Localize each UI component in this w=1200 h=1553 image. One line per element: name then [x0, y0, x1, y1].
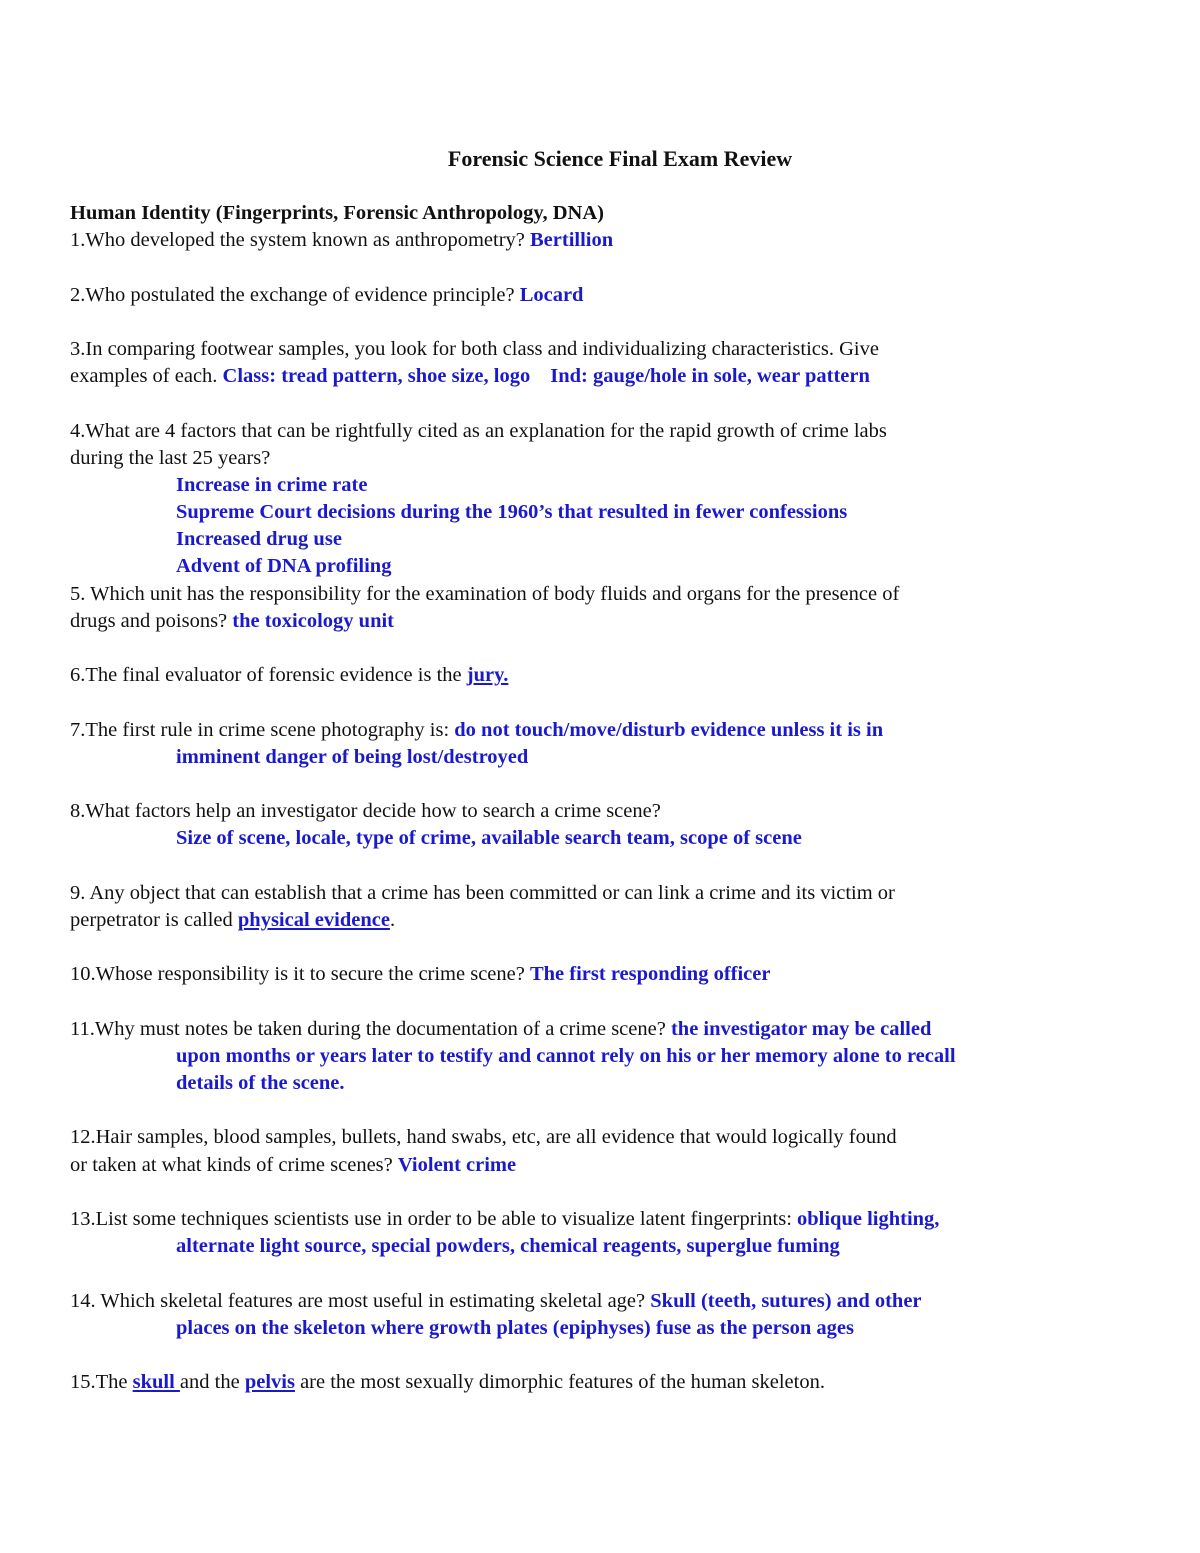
question-text: .	[389, 908, 396, 931]
question-text: 14. Which skeletal features are most useful in estimating skeletal age?	[70, 1289, 651, 1312]
question-text: 3.In comparing footwear samples, you look for both class and individualizing characteristics. Give	[70, 337, 879, 360]
question-11	[70, 1016, 1150, 1043]
question-9	[70, 880, 1150, 907]
question-text: 9. Any object that can establish that a crime has been committed or can link a crime and its victim or	[70, 881, 895, 904]
answer-text: Class: tread pattern, shoe size, logo	[222, 365, 531, 388]
section-heading: Human Identity (Fingerprints, Forensic Anthropology, DNA)	[70, 202, 604, 224]
question-5-cont	[70, 608, 1150, 635]
answer-text: the toxicology unit	[232, 609, 394, 632]
answer-text: do not touch/move/disturb evidence unless it is in	[454, 718, 884, 741]
answer-text: pelvis	[244, 1371, 295, 1394]
answer-text: Skull (teeth, sutures) and other	[650, 1289, 922, 1312]
answer-text: Ind: gauge/hole in sole, wear pattern	[550, 365, 870, 388]
answer-text: places on the skeleton where growth plates (epiphyses) fuse as the person ages	[176, 1316, 855, 1339]
answer-text: oblique lighting,	[797, 1207, 940, 1230]
question-text: and the	[179, 1371, 245, 1394]
question-3	[70, 336, 1150, 363]
question-3-cont	[70, 363, 1150, 390]
question-2	[70, 282, 1150, 309]
answer-text: skull	[132, 1371, 180, 1394]
question-12	[70, 1124, 1150, 1151]
answer-item: Increased drug use	[176, 528, 342, 551]
answer-text: The first responding officer	[529, 963, 771, 986]
question-4-cont	[70, 445, 1150, 472]
question-13	[70, 1206, 1150, 1233]
question-text: 8.What factors help an investigator decide how to search a crime scene?	[70, 800, 661, 823]
question-text: or taken at what kinds of crime scenes?	[70, 1153, 398, 1176]
question-text: 2.Who postulated the exchange of evidence principle?	[70, 283, 520, 306]
answer-text: alternate light source, special powders, chemical reagents, superglue fuming	[176, 1235, 840, 1258]
question-text: are the most sexually dimorphic features of the human skeleton.	[294, 1371, 825, 1394]
question-text: 10.Whose responsibility is it to secure the crime scene?	[70, 963, 530, 986]
question-text: 15.The	[70, 1371, 133, 1394]
question-9-cont	[70, 907, 1150, 934]
answer-item: Advent of DNA profiling	[176, 555, 392, 578]
question-6	[70, 662, 1150, 689]
question-5	[70, 581, 1150, 608]
answer-text: Locard	[519, 283, 584, 306]
question-text: 1.Who developed the system known as anthropometry?	[70, 229, 530, 252]
question-text: 7.The first rule in crime scene photography is:	[70, 718, 455, 741]
answer-item: Increase in crime rate	[176, 473, 368, 496]
question-text: 5. Which unit has the responsibility for the examination of body fluids and organs for the presence of	[70, 582, 900, 605]
question-1	[70, 227, 1150, 254]
question-text: 11.Why must notes be taken during the documentation of a crime scene?	[70, 1017, 671, 1040]
answer-text: upon months or years later to testify and cannot rely on his or her memory alone to recall	[176, 1044, 956, 1067]
question-4	[70, 418, 1150, 445]
answer-item: Supreme Court decisions during the 1960’s that resulted in fewer confessions	[176, 501, 848, 524]
question-text: 13.List some techniques scientists use in order to be able to visualize latent fingerprints:	[70, 1207, 798, 1230]
question-12-cont	[70, 1152, 1150, 1179]
question-15	[70, 1369, 1150, 1396]
question-text: during the last 25 years?	[70, 446, 271, 469]
question-text: 12.Hair samples, blood samples, bullets, hand swabs, etc, are all evidence that would logically found	[70, 1126, 897, 1149]
question-text: 6.The final evaluator of forensic evidence is the	[70, 664, 467, 687]
question-text: drugs and poisons?	[70, 609, 233, 632]
answer-text: details of the scene.	[176, 1072, 345, 1094]
answer-text: Bertillion	[530, 229, 614, 252]
answer-text: Size of scene, locale, type of crime, available search team, scope of scene	[176, 827, 802, 850]
question-14	[70, 1288, 1150, 1315]
question-7	[70, 717, 1150, 744]
answer-text: the investigator may be called	[670, 1017, 932, 1040]
answer-text: physical evidence	[237, 908, 390, 931]
question-text: perpetrator is called	[70, 908, 238, 931]
answer-text: Violent crime	[397, 1153, 517, 1176]
page-title: Forensic Science Final Exam Review	[447, 146, 793, 171]
answer-text: jury.	[466, 664, 509, 687]
review-content	[70, 200, 1150, 1396]
answer-text: imminent danger of being lost/destroyed	[176, 745, 529, 768]
question-text: examples of each.	[70, 365, 223, 388]
question-10	[70, 961, 1150, 988]
question-text: 4.What are 4 factors that can be rightfully cited as an explanation for the rapid growth of crime labs	[70, 419, 887, 442]
question-8	[70, 798, 1150, 825]
